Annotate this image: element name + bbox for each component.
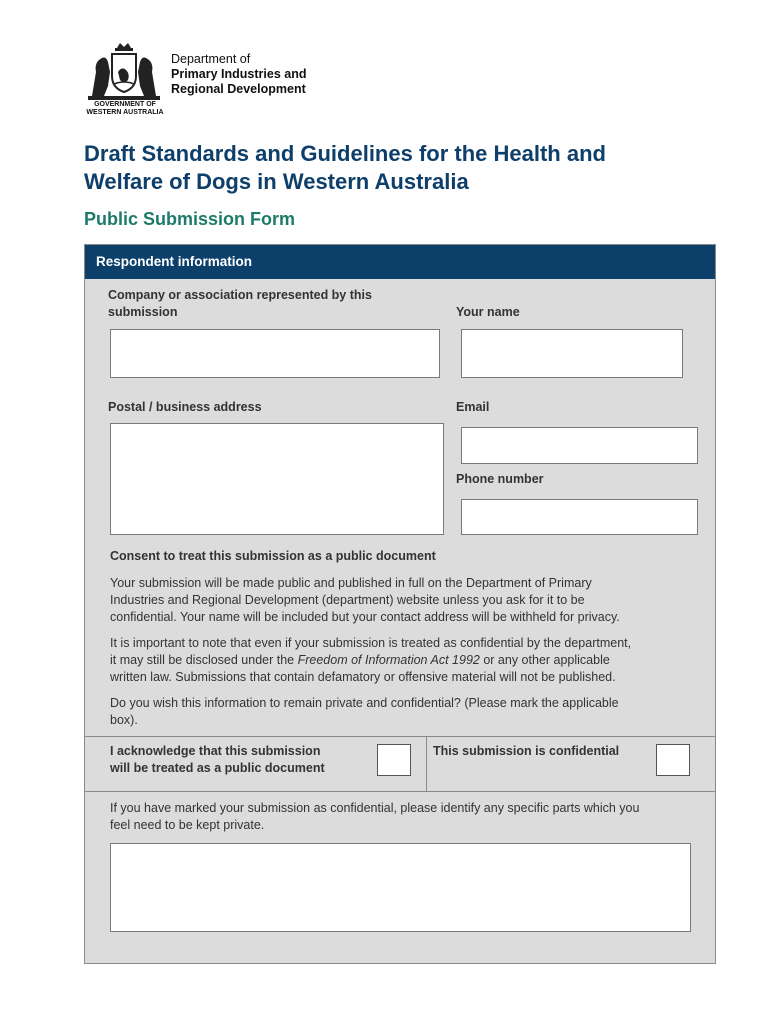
consent-heading: Consent to treat this submission as a public document xyxy=(110,549,436,563)
government-label xyxy=(84,101,166,117)
consent-p3-line-2: box). xyxy=(110,713,138,727)
title-line-1: Draft Standards and Guidelines for the Health and xyxy=(84,141,606,166)
submission-form xyxy=(84,244,716,964)
dept-line-3: Regional Development xyxy=(171,82,306,96)
email-input[interactable] xyxy=(461,427,698,464)
company-input[interactable] xyxy=(110,329,440,378)
dept-line-2: Primary Industries and xyxy=(171,67,307,81)
phone-label: Phone number xyxy=(456,472,544,486)
name-input[interactable] xyxy=(461,329,683,378)
private-parts-line-2: feel need to be kept private. xyxy=(110,818,265,832)
gov-line-1: GOVERNMENT OF xyxy=(94,101,156,108)
confidential-option-label: This submission is confidential xyxy=(433,744,620,758)
wa-coat-of-arms-icon xyxy=(84,42,164,104)
company-label-line-2: submission xyxy=(108,305,178,319)
consent-paragraph-3 xyxy=(110,695,619,729)
options-middle-divider xyxy=(426,736,427,791)
section-header: Respondent information xyxy=(85,245,715,279)
department-name xyxy=(171,52,306,97)
address-input[interactable] xyxy=(110,423,444,535)
consent-p2-text-c: or any other applicable xyxy=(479,653,610,667)
form-subtitle: Public Submission Form xyxy=(84,209,296,229)
company-label-line-1: Company or association represented by this xyxy=(108,288,372,302)
private-parts-instructions xyxy=(110,800,639,834)
consent-p1-line-1: Your submission will be made public and published in full on the Department of Primary xyxy=(110,576,592,590)
dept-line-1: Department of xyxy=(171,52,251,66)
phone-input[interactable] xyxy=(461,499,698,535)
gov-line-2: WESTERN AUSTRALIA xyxy=(86,109,164,116)
private-parts-input[interactable] xyxy=(110,843,691,932)
foi-act-reference: Freedom of Information Act 1992 xyxy=(297,653,480,667)
company-label xyxy=(108,287,372,321)
address-label: Postal / business address xyxy=(108,400,262,414)
name-label: Your name xyxy=(456,305,520,319)
consent-p1-line-3: confidential. Your name will be included but your contact address will be withheld for privacy. xyxy=(110,610,620,624)
consent-p2-line-3: written law. Submissions that contain defamatory or offensive material will not be published. xyxy=(110,670,616,684)
confidential-checkbox[interactable] xyxy=(656,744,690,776)
department-logo xyxy=(84,42,344,122)
page-title xyxy=(84,140,704,196)
public-option-line-1: I acknowledge that this submission xyxy=(110,744,321,758)
public-option-label xyxy=(110,743,325,777)
consent-paragraph-1 xyxy=(110,575,620,626)
options-bottom-divider xyxy=(85,791,715,792)
consent-p2-line-2 xyxy=(110,652,631,669)
consent-paragraph-2 xyxy=(110,635,631,686)
consent-p1-line-2: Industries and Regional Development (department) website unless you ask for it to be xyxy=(110,593,585,607)
consent-p3-line-1: Do you wish this information to remain private and confidential? (Please mark the applicable xyxy=(110,696,619,710)
email-label: Email xyxy=(456,400,490,414)
consent-p2-text-a: it may still be disclosed under the xyxy=(110,653,298,667)
public-document-checkbox[interactable] xyxy=(377,744,411,776)
consent-p2-line-1: It is important to note that even if your submission is treated as confidential by the department, xyxy=(110,636,632,650)
private-parts-line-1: If you have marked your submission as confidential, please identify any specific parts which you xyxy=(110,801,640,815)
public-option-line-2: will be treated as a public document xyxy=(110,761,325,775)
title-line-2: Welfare of Dogs in Western Australia xyxy=(84,169,469,194)
options-top-divider xyxy=(85,736,715,737)
